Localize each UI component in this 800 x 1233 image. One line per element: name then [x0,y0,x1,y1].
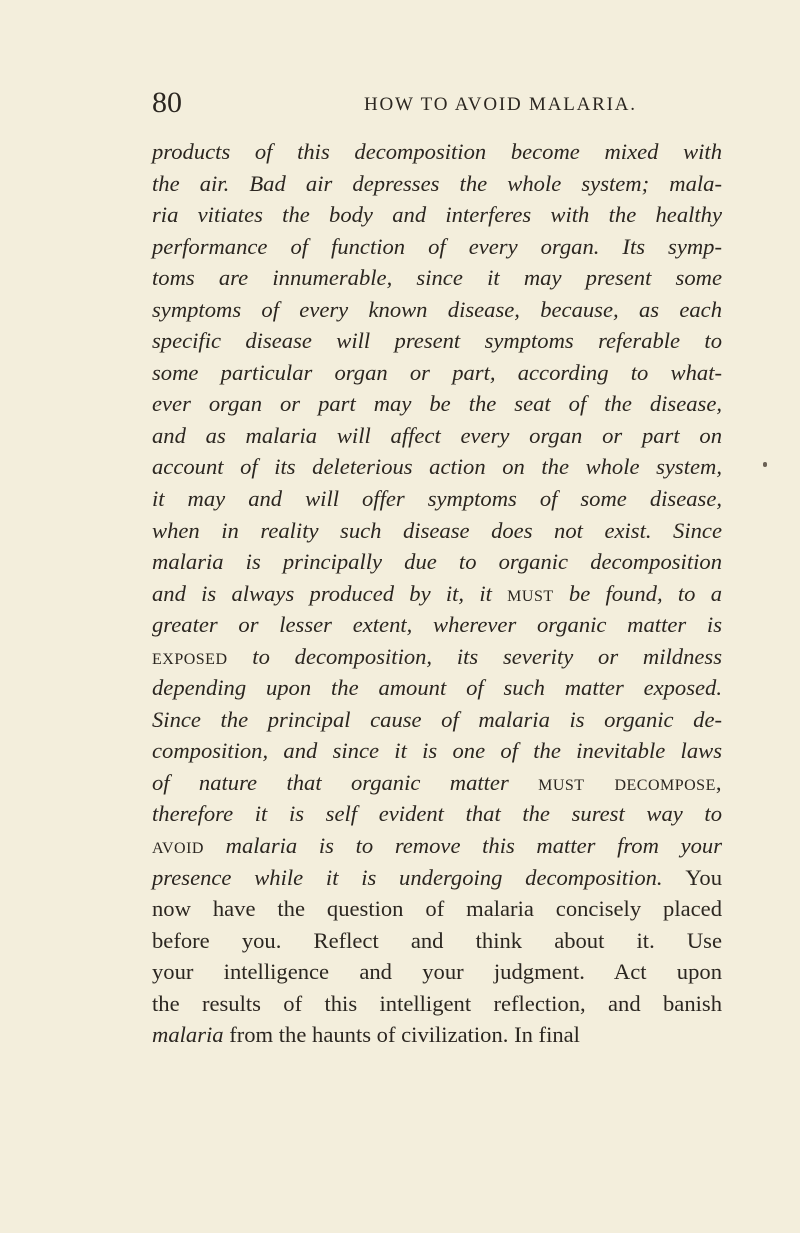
text-line [152,1019,722,1051]
text-run: your intelligence and your judgment. Act upon [152,959,722,985]
text-line [152,168,722,200]
running-head [152,86,712,122]
text-run: ria vitiates the body and interferes with the healthy [152,202,722,228]
text-line [152,767,722,799]
text-line [152,704,722,736]
text-run: avoid [152,833,204,859]
text-line [152,483,722,515]
text-run: exposed [152,643,228,669]
text-line [152,956,722,988]
text-run: before you. Reflect and think about it. Use [152,927,722,953]
text-run: now have the question of malaria concisely placed [152,896,722,922]
text-line [152,294,722,326]
page-number: 80 [152,86,182,119]
text-run: must decompose, [538,769,722,795]
text-run: malaria is to remove this matter from your [203,833,722,859]
text-run: malaria [152,1022,224,1048]
text-run: toms are innumerable, since it may present some [152,265,722,291]
text-run: and is always produced by it, it [152,580,508,606]
text-run: You [685,864,722,890]
text-run: products of this decomposition become mixed with [152,139,722,164]
text-line [152,641,722,673]
text-line [152,388,722,420]
text-run: symptoms of every known disease, because, as each [152,296,722,322]
text-line [152,893,722,925]
text-run: performance of function of every organ. Its symp- [152,233,722,259]
text-line [152,609,722,641]
text-run: to decomposition, its severity or mildness [227,643,722,669]
running-title: HOW TO AVOID MALARIA. [364,94,637,115]
text-run: therefore it is self evident that the surest way to [152,801,722,827]
text-run: specific disease will present symptoms referable to [152,328,722,354]
margin-mark [763,462,767,467]
text-run: the results of this intelligent reflection, and banish [152,990,722,1016]
text-line [152,420,722,452]
text-run: from the haunts of civilization. In final [223,1022,580,1048]
text-run: Since the principal cause of malaria is organic de- [152,706,722,732]
text-line [152,862,722,894]
text-line [152,988,722,1020]
text-run: it may and will offer symptoms of some disease, [152,486,722,512]
text-run: of nature that organic matter [152,769,539,795]
text-line [152,578,722,610]
text-run: account of its deleterious action on the whole system, [152,454,722,480]
text-line [152,830,722,862]
text-line [152,515,722,547]
text-line [152,735,722,767]
text-run: composition, and since it is one of the inevitable laws [152,738,722,764]
text-run: the air. Bad air depresses the whole system; mala- [152,170,722,196]
text-line [152,546,722,578]
text-run: greater or lesser extent, wherever organic matter is [152,612,722,638]
text-line [152,325,722,357]
text-line [152,136,722,168]
text-line [152,231,722,263]
text-run: ever organ or part may be the seat of the disease, [152,391,722,417]
text-line [152,672,722,704]
text-run: be found, to a [553,580,722,606]
text-line [152,357,722,389]
text-run: depending upon the amount of such matter exposed. [152,675,722,701]
text-line [152,451,722,483]
text-line [152,199,722,231]
body-text [152,136,722,1051]
text-run: when in reality such disease does not exist. Since [152,517,722,543]
text-run: must [507,580,554,606]
text-run: and as malaria will affect every organ or part on [152,422,722,448]
text-run: some particular organ or part, according to what- [152,359,722,385]
text-line [152,798,722,830]
text-run: presence while it is undergoing decomposition. [152,864,686,890]
text-line [152,925,722,957]
text-run: malaria is principally due to organic decomposition [152,549,722,575]
text-line [152,262,722,294]
